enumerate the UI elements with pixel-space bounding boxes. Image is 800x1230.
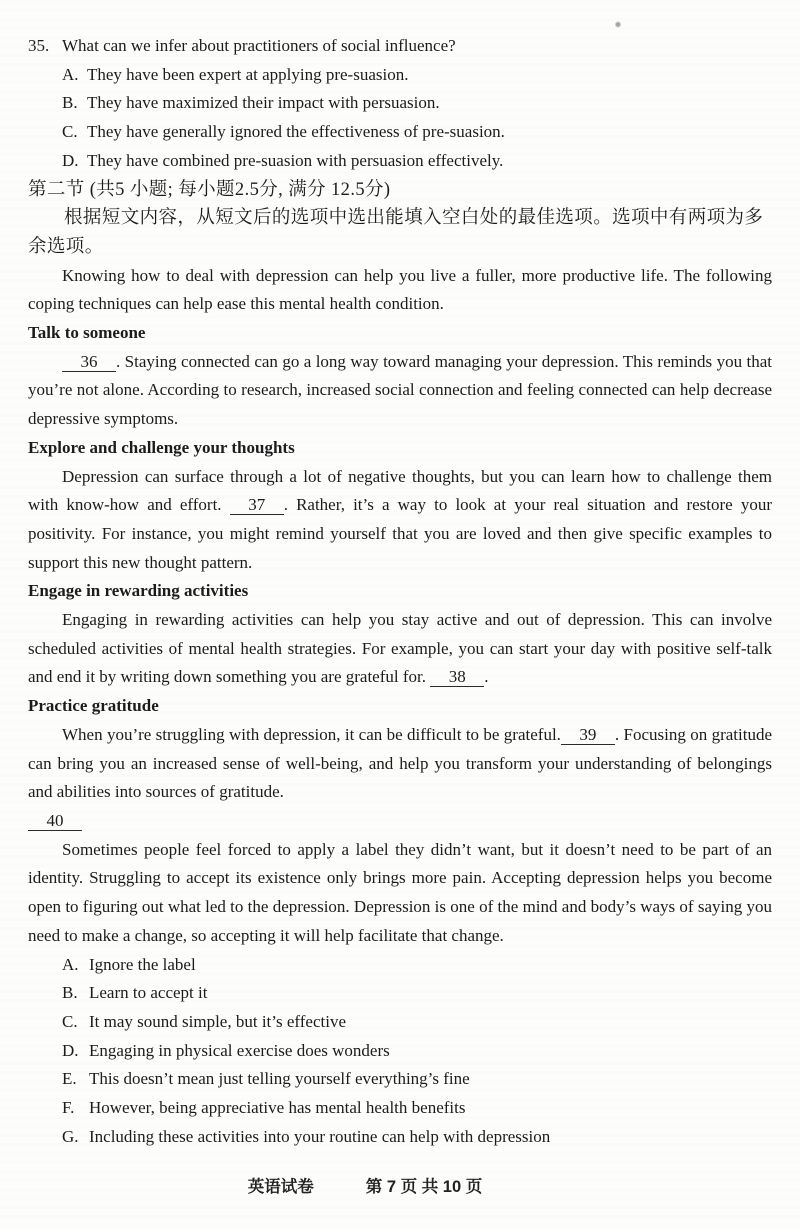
option-text: They have been expert at applying pre-suasion.: [87, 64, 409, 84]
section-header: 第二节 (共5 小题; 每小题2.5分, 满分 12.5分): [28, 179, 391, 200]
option-row-c: [28, 118, 772, 147]
choice-text: Ignore the label: [89, 954, 196, 974]
paragraph-post-text: .: [484, 667, 489, 687]
option-text: They have combined pre-suasion with persuasion effectively.: [87, 150, 504, 170]
blank-39: 39: [561, 725, 615, 745]
choice-text: It may sound simple, but it’s effective: [89, 1011, 347, 1031]
choice-text: Engaging in physical exercise does wonders: [89, 1040, 390, 1060]
paragraph-post-text: . Focusing on gratitude can bring you an increased sense of well-being, and help you transform your understanding of belongings and abilities into sources of gratitude.: [28, 724, 773, 802]
paragraph-37: [28, 463, 772, 578]
passage-heading-talk-to-someone: Talk to someone: [28, 323, 146, 343]
paragraph-38: [28, 606, 772, 692]
paragraph-39: [28, 721, 772, 807]
choice-label: E.: [62, 1069, 77, 1089]
paragraph-post-text: . Rather, it’s a way to look at your real situation and restore your positivity. For instance, you might remind yourself that you are loved and then give specific examples to support this new thought pattern.: [28, 495, 772, 572]
final-paragraph: Sometimes people feel forced to apply a label they didn’t want, but it doesn’t need to be part of an identity. Struggling to accept its existence only brings more pain. Accepting depression helps you become open to figuring out what led to the depression. Depression is one of the mind and body’s ways of saying you need to make a change, so accepting it will help facilitate that change.: [28, 839, 772, 945]
passage-heading-explore-thoughts: Explore and challenge your thoughts: [28, 437, 295, 457]
choice-row-a: [28, 951, 772, 980]
intro-paragraph: Knowing how to deal with depression can help you live a fuller, more productive life. The following coping techniques can help ease this mental health condition.: [28, 265, 772, 314]
option-row-d: [28, 147, 772, 176]
choice-text: Learn to accept it: [89, 983, 208, 1003]
choice-text: Including these activities into your routine can help with depression: [89, 1126, 551, 1146]
option-row-b: [28, 89, 772, 118]
choice-text: However, being appreciative has mental health benefits: [89, 1098, 466, 1118]
passage-heading-practice-gratitude: Practice gratitude: [28, 696, 159, 716]
blank-38: 38: [430, 667, 484, 687]
option-label: A.: [62, 64, 79, 84]
choice-text: This doesn’t mean just telling yourself everything’s fine: [89, 1069, 470, 1089]
option-text: They have generally ignored the effectiveness of pre-suasion.: [87, 122, 505, 142]
passage-heading-rewarding-activities: Engage in rewarding activities: [28, 581, 249, 601]
choice-row-c: [28, 1008, 772, 1037]
choice-row-f: [28, 1094, 772, 1123]
paragraph-pre-text: Engaging in rewarding activities can help you stay active and out of depression. This can involve scheduled activities of mental health strategies. For example, you can start your day with positive self-talk and end it by writing down something you are grateful for.: [28, 610, 772, 687]
paragraph-36: [28, 348, 772, 434]
choice-label: B.: [62, 983, 78, 1003]
paragraph-pre-text: Depression can surface through a lot of negative thoughts, but you can learn how to challenge them with know-how and effort.: [28, 466, 772, 515]
choice-label: G.: [62, 1126, 79, 1146]
paragraph-pre-text: When you’re struggling with depression, it can be difficult to be grateful.: [62, 724, 561, 744]
choice-row-g: [28, 1123, 772, 1152]
choice-row-e: [28, 1065, 772, 1094]
section-instruction: 根据短文内容，从短文后的选项中选出能填入空白处的最佳选项。选项中有两项为多余选项。: [28, 208, 764, 257]
choice-row-d: [28, 1037, 772, 1066]
choice-label: D.: [62, 1040, 79, 1060]
footer-exam-title: 英语试卷: [247, 1178, 314, 1196]
question-number: 35.: [28, 36, 50, 55]
paragraph-post-text: . Staying connected can go a long way toward managing your depression. This reminds you that you’re not alone. According to research, increased social connection and feeling connected can help decrease depressive symptoms.: [28, 351, 772, 429]
scan-smudge-mark: [615, 21, 621, 28]
blank-40-line: [28, 807, 772, 836]
question-35: [28, 32, 772, 61]
option-label: D.: [62, 150, 79, 170]
question-text: What can we infer about practitioners of social influence?: [62, 36, 456, 55]
blank-37: 37: [230, 495, 284, 515]
choice-label: C.: [62, 1011, 78, 1031]
choice-row-b: [28, 979, 772, 1008]
option-label: B.: [62, 93, 78, 113]
option-text: They have maximized their impact with persuasion.: [87, 93, 440, 113]
choices-list: [28, 951, 772, 1152]
option-label: C.: [62, 122, 78, 142]
page-content: [28, 32, 772, 1151]
blank-36: 36: [62, 352, 116, 372]
page-footer: [0, 1173, 730, 1197]
option-row-a: [28, 61, 772, 90]
footer-page-info: 第 7 页 共 10 页: [365, 1178, 483, 1196]
choice-label: F.: [62, 1098, 75, 1118]
blank-40: 40: [28, 811, 82, 831]
choice-label: A.: [62, 954, 79, 974]
